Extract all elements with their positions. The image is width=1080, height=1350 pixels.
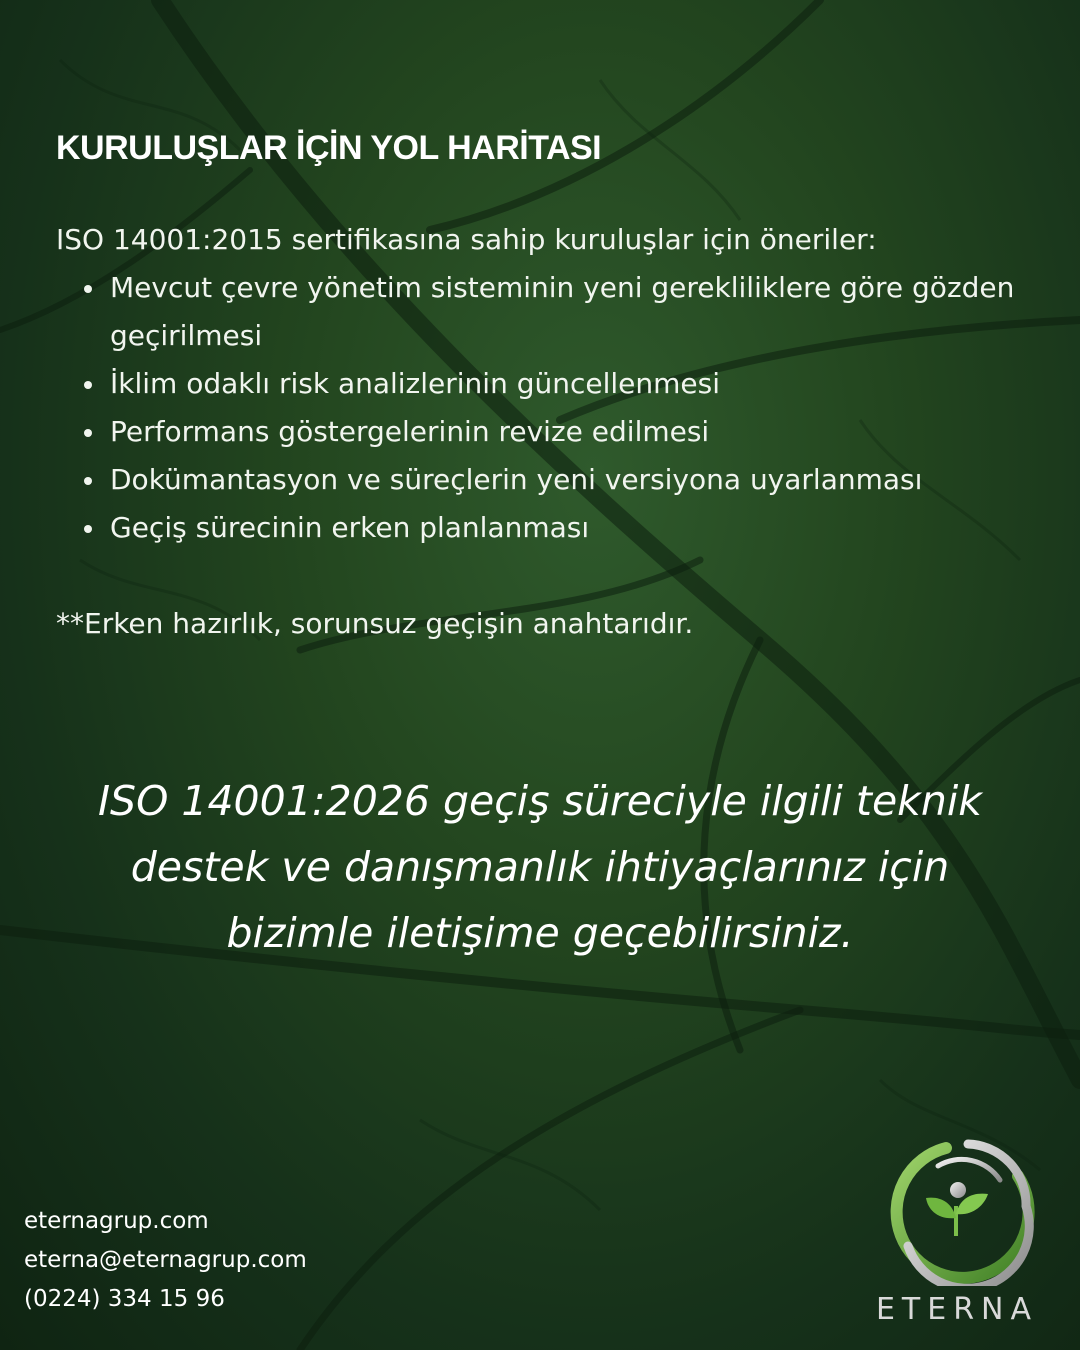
cta-line: bizimle iletişime geçebilirsiniz. (226, 909, 854, 957)
section-title: KURULUŞLAR İÇİN YOL HARİTASI (56, 129, 602, 167)
list-item-text: Performans göstergelerinin revize edilmesi (110, 415, 710, 448)
website-link[interactable]: eternagrup.com (24, 1208, 209, 1234)
brand-name: ETERNA (875, 1292, 1039, 1327)
sprout-in-ring-icon (868, 1136, 1044, 1286)
roadmap-section (56, 126, 1016, 648)
bullet-dot-icon (84, 525, 92, 533)
intro-text: ISO 14001:2015 sertifikasına sahip kuruluşlar için öneriler: (56, 223, 877, 256)
contact-info (24, 1202, 307, 1319)
list-item (84, 264, 1016, 360)
list-item (84, 360, 1016, 408)
list-item (84, 408, 1016, 456)
list-item (84, 456, 1016, 504)
bullet-dot-icon (84, 285, 92, 293)
list-item-text: Geçiş sürecinin erken planlanması (110, 511, 590, 544)
bullet-dot-icon (84, 381, 92, 389)
cta-line: ISO 14001:2026 geçiş süreciyle ilgili teknik (97, 777, 983, 825)
list-item-text: İklim odaklı risk analizlerinin güncellenmesi (110, 367, 721, 400)
cta-line: destek ve danışmanlık ihtiyaçlarınız için (130, 843, 950, 891)
phone-number[interactable]: (0224) 334 15 96 (24, 1286, 225, 1312)
bullet-dot-icon (84, 477, 92, 485)
list-item-text: Mevcut çevre yönetim sisteminin yeni gerekliliklere göre gözden geçirilmesi (110, 271, 1015, 352)
recommendation-list (84, 264, 1016, 552)
call-to-action (60, 768, 1020, 966)
eterna-logo (862, 1136, 1052, 1336)
list-item (84, 504, 1016, 552)
list-item-text: Dokümantasyon ve süreçlerin yeni versiyona uyarlanması (110, 463, 923, 496)
bullet-dot-icon (84, 429, 92, 437)
note-text: **Erken hazırlık, sorunsuz geçişin anahtarıdır. (56, 607, 694, 640)
email-link[interactable]: eterna@eternagrup.com (24, 1247, 307, 1273)
